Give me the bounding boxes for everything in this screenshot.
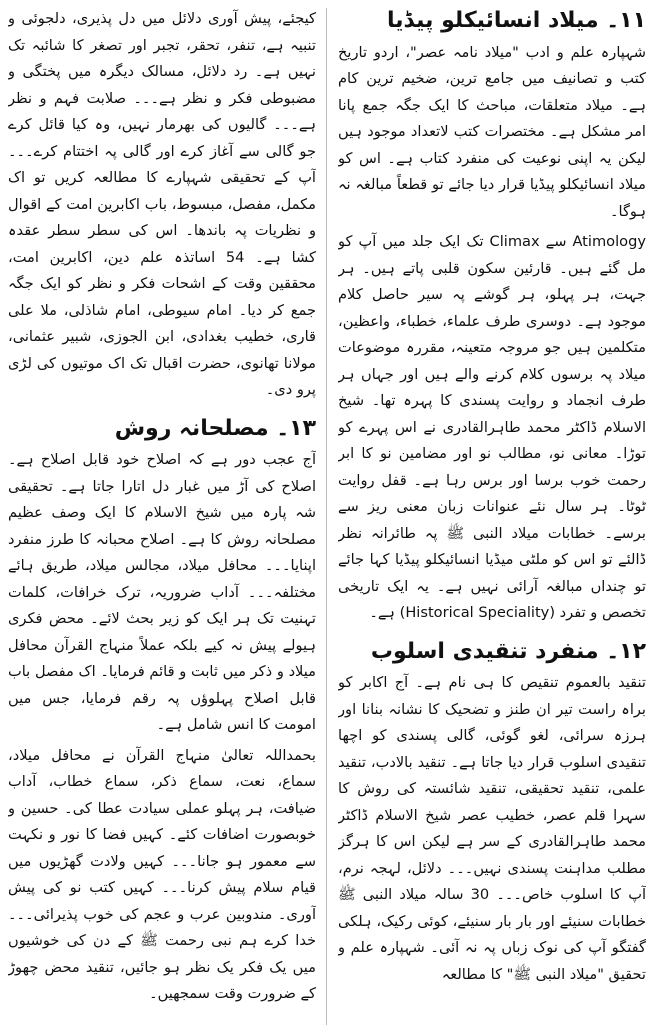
right-column [338, 6, 646, 1026]
paragraph: کیجئے، پیش آوری دلائل میں دل پذیری، دلجوئی و تنبیہ ہے، تنفر، تحقر، تجبر اور تصغر کا شائبہ تک نہیں ہے۔ رد دلائل، مسالک دیگرہ میں پختگی و مضبوطی فکر و نظر ہے۔۔۔ صلابت فہم و نظر ہے۔۔۔ گالیوں کی بھرمار نہیں، وہ کیا قائل کرے جو گالی سے آغاز کرے اور گالی پہ اختتام کرے۔۔۔ آپ کے تحقیقی شہپارے کا مطالعہ کریں تو اک مکمل، مفصل، مبسوط، باب اکابرین امت کے اقوال و نظریات پہ باندھا۔ اس کی سطر سطر عقدہ کشا ہے۔ 54 اساتذہ علم دین، اکابرین امت، محققین وقت کے اشحات فکر و نظر کو ایک جگہ جمع کر دیا۔ امام سیوطی، امام شاذلی، ملا علی قاری، خطیب بغدادی، ابن الجوزی، شبیر عثمانی، مولانا تھانوی، حضرت اقبال تک اک موتیوں کی لڑی پرو دی۔ [8, 10, 316, 398]
section-heading-encyclopedia: ۱۱۔ میلاد انسائیکلو پیڈیا [386, 8, 646, 33]
paragraph: بحمداللہ تعالیٰ منہاج القرآن نے محافل میلاد، سماع، نعت، سماع ذکر، سماع خطاب، آداب ضیافت، ہر پہلو عملی سیادت عطا کی۔ حسین و خوبصورت اضافات کئے۔ کہیں فضا کا نور و نکہت سے معمور ہو جانا۔۔۔ کہیں ولادت گھڑیوں میں قیام سلام پیش کرنا۔۔۔ کہیں کتب نو کی پیش آوری۔ مندوبین عرب و عجم کی خوب پذیرائی۔۔۔ خدا کرے ہم نبی رحمت ﷺ کے دن کی خوشیوں میں یک فکر یک نظر ہو جائیں، تنقید محض چھوڑ کے ضرورت وقت سمجھیں۔ [8, 746, 316, 1003]
paragraph: آج عجب دور ہے کہ اصلاح خود قابل اصلاح ہے۔ اصلاح کی آڑ میں غبار دل اتارا جاتا ہے۔ تحقیقی شہ پارہ میں شیخ الاسلام کا ایک وصف عظیم مصلحانہ روش کا ہے۔ اصلاح محبانہ کا طرز منفرد اپنایا۔۔۔ محافل میلاد، مجالس میلاد، طریق ہائے مختلفہ۔۔۔ آداب ضروریہ، ترک خرافات، کلمات تہنیت تک ہر ایک کو زیر بحث لائے۔ محض فکری ہیولے پیش نہ کیے بلکہ عملاً منہاج القرآن محافل میلاد و ذکر میں ثابت و قائم فرمایا۔ اک مفصل باب قابل اصلاح پہلوؤں پہ رقم فرمایا، جس میں امومت کا انس شامل ہے۔ [8, 451, 316, 734]
left-column [8, 6, 316, 1026]
section-heading-critical-style: ۱۲۔ منفرد تنقیدی اسلوب [370, 638, 646, 664]
paragraph: شہپارہ علم و ادب "میلاد نامہ عصر"، اردو تاریخ کتب و تصانیف میں جامع ترین، ضخیم ترین کام ہے۔ میلاد متعلقات، مباحث کا ایک جگہ جمع پانا امر مشکل ہے۔ مختصرات کتب لاتعداد موجود ہیں لیکن یہ اپنی نوعیت کی منفرد کتاب ہے۔ اس کو میلاد انسائیکلو پیڈیا قرار دیا جائے تو قطعاً مبالغہ نہ ہوگا۔ [338, 43, 646, 220]
paragraph: تنقید بالعموم تنقیص کا ہی نام ہے۔ آج اکابر کو براہ راست تیر ان طنز و تضحیک کا نشانہ بنانا اور ہرزہ سرائی، لغو گوئی، گالی پسندی کو اچھا تنقیدی اسلوب قرار دیا جاتا ہے۔ تنقید بالادب، تنقید علمی، تنقید تحقیقی، تنقید شائستہ کی روش کا سہرا قلم عصر، خطیب عصر شیخ الاسلام ڈاکٹر محمد طاہرالقادری کے سر ہے لیکن اس کا ہرگز مطلب مداہنت پسندی نہیں۔۔۔ دلائل، لہجہ نرم، آپ کا اسلوب خاص۔۔۔ 30 سالہ میلاد النبی ﷺ خطابات سنیئے اور بار بار سنیئے، کوئی رکیک، ہلکی گفتگو آپ کی نوک زباں پہ نہ آئی۔ شہپارہ علم و تحقیق "میلاد النبی ﷺ" کا مطالعہ [338, 674, 646, 983]
section-heading-reformist-approach: ۱۳۔ مصلحانہ روش [114, 415, 316, 441]
column-divider [326, 8, 327, 1025]
paragraph: Atimology سے Climax تک ایک جلد میں آپ کو مل گئے ہیں۔ قارئین سکون قلبی پاتے ہیں۔ ہر جہت، ہر پہلو، ہر گوشے پہ سیر حاصل کلام موجود ہے۔ دوسری طرف علماء، خطباء، واعظین، متکلمین ہیں جو مروجہ متعینہ، مقررہ موضوعات میلاد پہ برسوں کلام کرنے والے ہیں اور جہاں ہر طرف انجماد و روایت پسندی کا پہرہ تھا۔ شیخ الاسلام ڈاکٹر محمد طاہرالقادری نے اس پہرے کو توڑا۔ معانی نو، مطالب نو اور مضامین نو کا ابر رحمت خوب برسا اور برس رہا ہے۔ قفل روایت ٹوٹا۔ ہر سال نئے عنوانات زبان معنی ریز سے برسے۔ خطابات میلاد النبی ﷺ پہ طائرانہ نظر ڈالئے تو اس کو ملٹی میڈیا انسائیکلو پیڈیا کہا جائے تو چنداں مبالغہ آرائی نہیں ہے۔ یہ ایک تاریخی تخصص و تفرد (Historical Speciality) ہے۔ [338, 233, 646, 622]
